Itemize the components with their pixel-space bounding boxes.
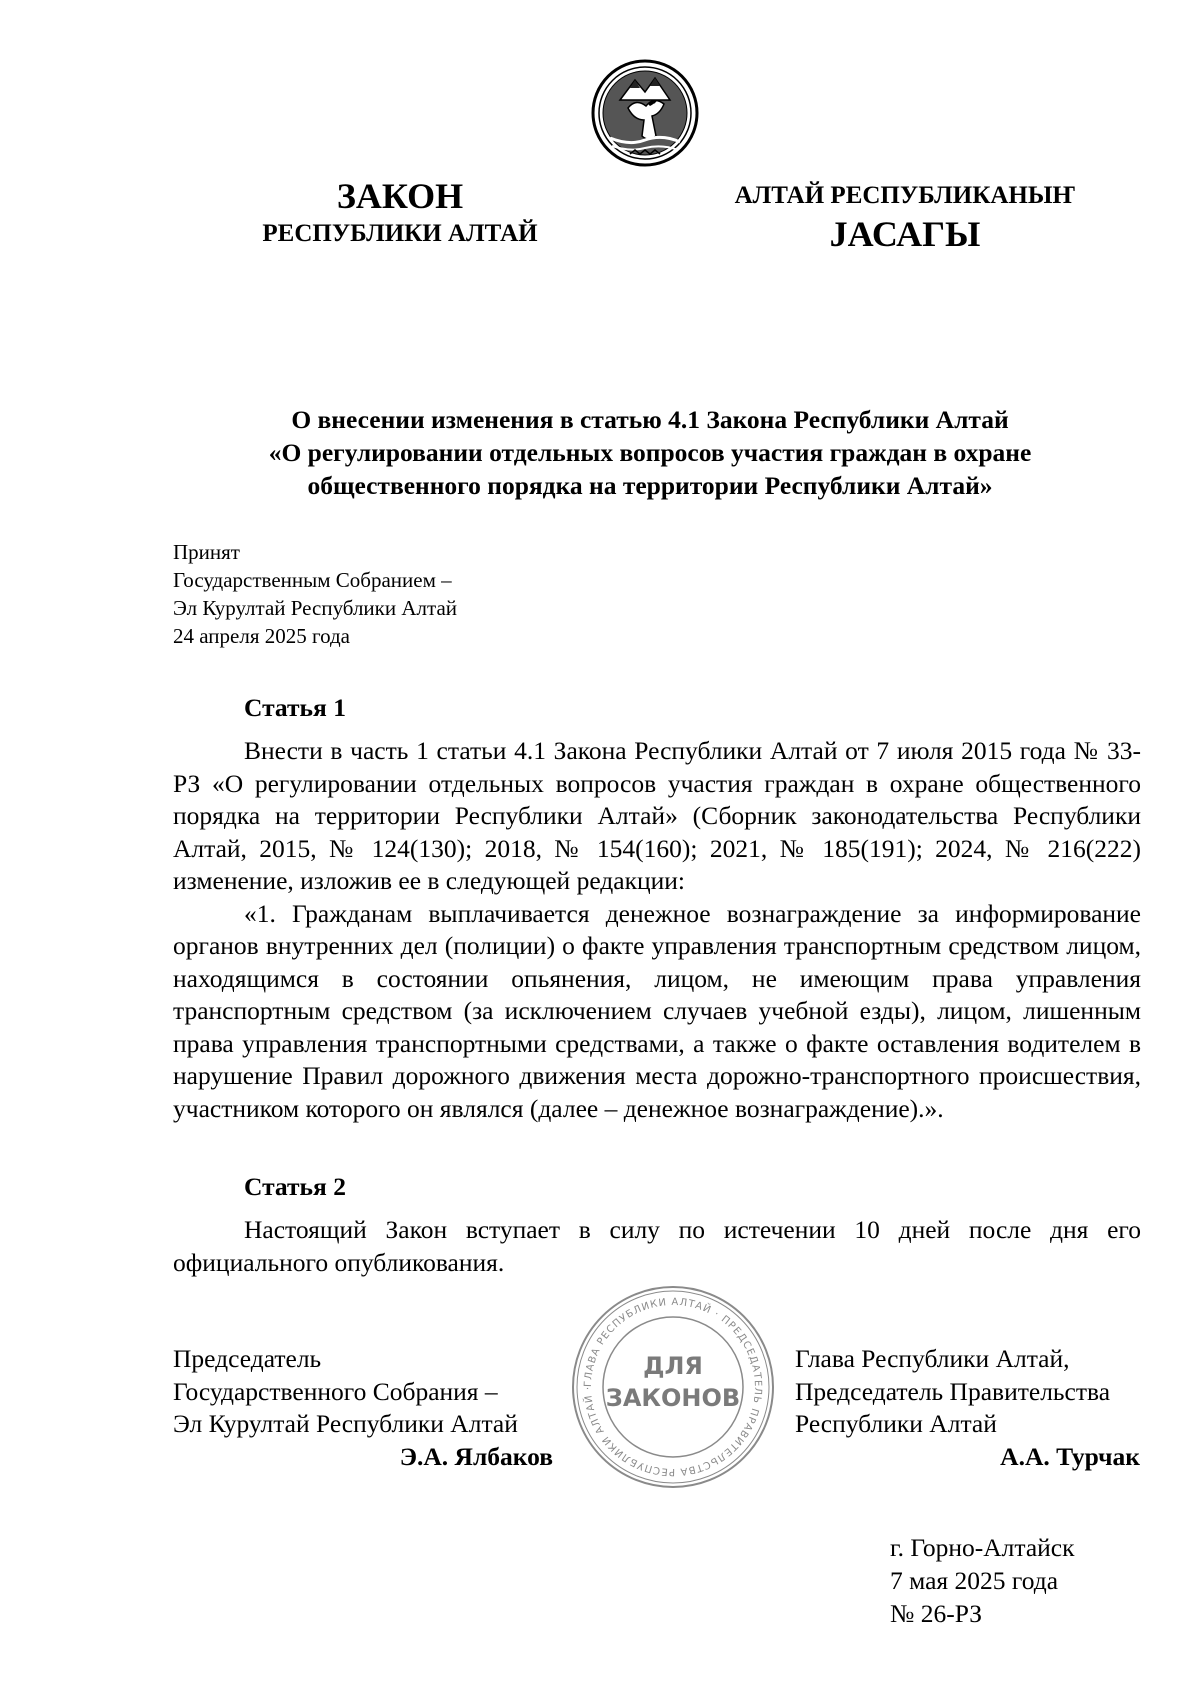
seal-text-line1: ДЛЯ <box>643 1352 703 1380</box>
signing-date: 7 мая 2025 года <box>890 1566 1059 1595</box>
republic-heading-altai: АЛТАЙ РЕСПУБЛИКАНЫҤ <box>734 182 1076 209</box>
law-number: № 26-РЗ <box>890 1599 982 1628</box>
signature-line: Эл Курултай Республики Алтай <box>173 1409 518 1438</box>
signature-left-title <box>173 1343 518 1441</box>
adoption-note <box>173 538 457 650</box>
adoption-date: 24 апреля 2025 года <box>173 624 350 648</box>
article-1-body <box>173 735 1141 1125</box>
document-title <box>215 403 1085 502</box>
signature-line: Глава Республики Алтай, <box>795 1344 1070 1373</box>
signature-line: Государственного Собрания – <box>173 1376 498 1406</box>
law-heading-altai: JАСАГЫ <box>829 214 981 254</box>
title-line: «О регулировании отдельных вопросов участия граждан в охране <box>268 438 1032 467</box>
signature-left-name: Э.А. Ялбаков <box>399 1442 553 1471</box>
title-line: О внесении изменения в статью 4.1 Закона Республики Алтай <box>291 405 1009 434</box>
coat-of-arms-icon <box>590 58 700 168</box>
article-1-paragraph: «1. Гражданам выплачивается денежное вознаграждение за информирование органов внутренних дел (полиции) о факте управления транспортным средством лицом, находящимся в состоянии опьянения, лицом, не имеющим права управления транспортным средством (за исключением случаев учебной езды), лицом, лишенным права управления транспортными средствами, а также о факте оставления водителем в нарушение Правил дорожного движения места дорожно-транспортного происшествия, участником которого он являлся (далее – денежное вознаграждение).». <box>173 898 1141 1123</box>
republic-heading: РЕСПУБЛИКИ АЛТАЙ <box>262 220 538 247</box>
signature-line: Председатель Правительства <box>795 1376 1111 1406</box>
signature-line: Председатель <box>173 1344 322 1373</box>
article-1-heading: Статья 1 <box>244 693 346 722</box>
title-line: общественного порядка на территории Республики Алтай» <box>307 471 993 500</box>
signature-right-title <box>795 1343 1110 1441</box>
signature-right-name: А.А. Турчак <box>1000 1442 1140 1471</box>
adoption-line: Принят <box>173 540 240 564</box>
official-seal-icon <box>568 1282 778 1492</box>
place: г. Горно-Алтайск <box>890 1533 1075 1562</box>
header-right <box>690 176 1120 252</box>
signature-line: Республики Алтай <box>795 1409 997 1438</box>
adoption-line: Эл Курултай Республики Алтай <box>173 596 458 620</box>
seal-ring-text: ГЛАВА РЕСПУБЛИКИ АЛТАЙ · ПРЕДСЕДАТЕЛЬ ПРАВИТЕЛЬСТВА РЕСПУБЛИКИ АЛТАЙ · <box>582 1296 764 1478</box>
article-1-paragraph: Внести в часть 1 статьи 4.1 Закона Республики Алтай от 7 июля 2015 года № 33-РЗ «О регулировании отдельных вопросов участия граждан в охране общественного порядка на территории Республики Алтай» (Сборник законодательства Республики Алтай, 2015, № 124(130); 2018, № 154(160); 2021, № 185(191); 2024, № 216(222) изменение, изложив ее в следующей редакции: <box>173 736 1141 895</box>
seal-text-line2: ЗАКОНОВ <box>605 1384 741 1412</box>
law-heading: ЗАКОН <box>336 176 464 216</box>
article-2-paragraph: Настоящий Закон вступает в силу по истечении 10 дней после дня его официального опубликования. <box>173 1215 1141 1277</box>
header-left <box>220 176 580 252</box>
article-2-heading: Статья 2 <box>244 1172 346 1201</box>
article-2-body <box>173 1214 1141 1279</box>
document-footer <box>890 1531 1075 1630</box>
adoption-line: Государственным Собранием – <box>173 568 452 592</box>
